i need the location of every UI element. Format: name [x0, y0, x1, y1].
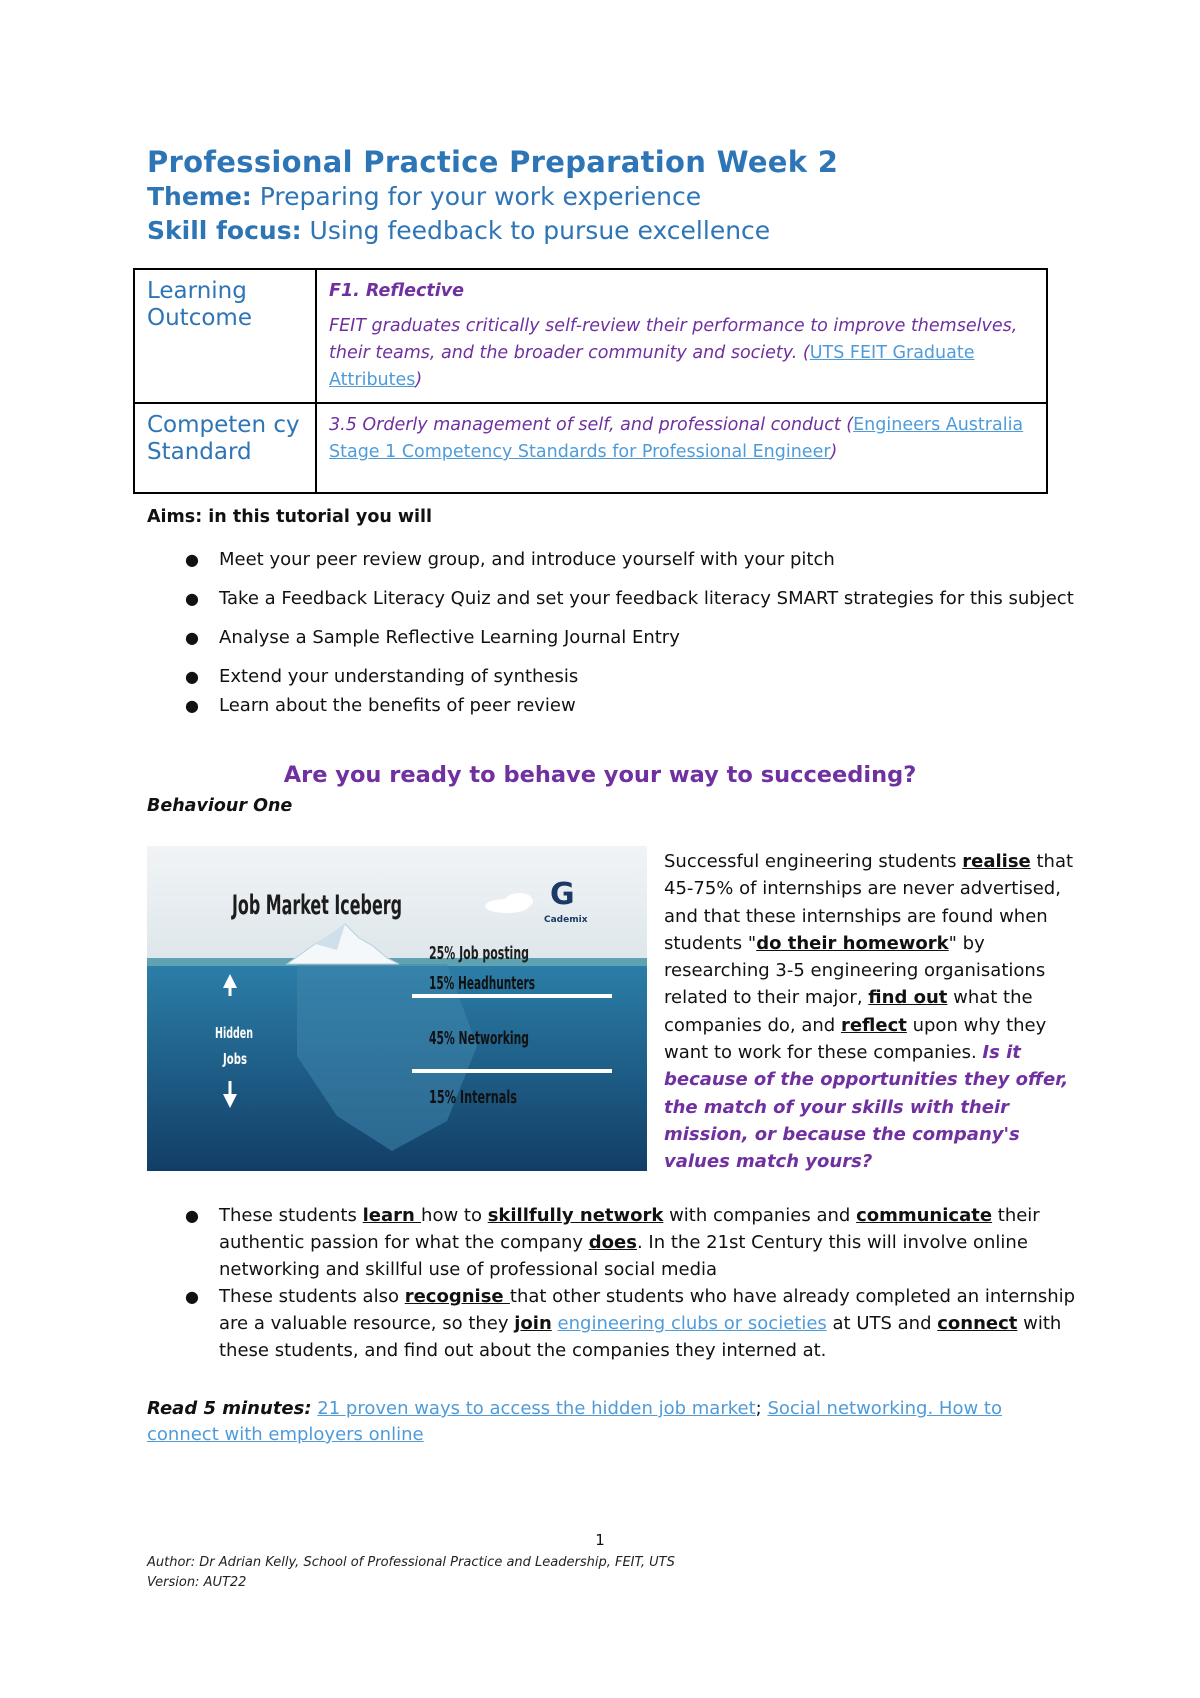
- social-networking-link[interactable]: Social networking. How to connect with employers online: [147, 1398, 1002, 1445]
- bullet-icon: ●: [185, 1287, 199, 1306]
- theme-value: Preparing for your work experience: [259, 182, 702, 211]
- hidden-jobs-label: Hidden: [215, 1024, 253, 1042]
- brand-name: Cademix: [544, 915, 588, 925]
- bullet-icon: ●: [185, 667, 199, 686]
- skill-focus-label: Skill focus:: [147, 216, 302, 245]
- reading-label: Read 5 minutes:: [147, 1398, 312, 1419]
- iceberg-title: Job Market Iceberg: [230, 890, 402, 921]
- list-item: ● Learn about the benefits of peer review: [147, 692, 1077, 719]
- learning-outcome-cell: [316, 269, 1047, 403]
- competency-standard-row: [134, 403, 1047, 493]
- behaviour-heading: Behaviour One: [147, 796, 293, 816]
- list-item: ● Extend your understanding of synthesis: [147, 663, 1077, 690]
- page-title: Professional Practice Preparation Week 2: [147, 145, 839, 179]
- iceberg-level: 15% Headhunters: [429, 973, 535, 994]
- skill-focus-value: Using feedback to pursue excellence: [309, 216, 771, 245]
- bullet-icon: ●: [185, 696, 199, 715]
- iceberg-description: Successful engineering students realise that 45-75% of internships are never advertised, and that these internships are found when students "do their homework" by researching 3-5 engineering organisations related to their major, find out what the companies do, and reflect upon why they want to work for these companies. Is it because of the opportunities they offer, the match of your skills with their mission, or because the company's values match yours?: [664, 851, 1074, 1173]
- outcome-code: F1. Reflective: [329, 281, 465, 301]
- list-item: ● Meet your peer review group, and introduce yourself with your pitch: [147, 546, 1077, 573]
- section-heading: Are you ready to behave your way to succeeding?: [283, 762, 917, 788]
- aims-heading: Aims: in this tutorial you will: [147, 507, 433, 527]
- outcomes-table: [133, 268, 1048, 494]
- competency-description: 3.5 Orderly management of self, and professional conduct (Engineers Australia Stage 1 Competency Standards for Professional Engineer): [329, 415, 1024, 462]
- bullet-icon: ●: [185, 1206, 199, 1225]
- theme-line: [147, 182, 701, 211]
- bullet-icon: ●: [185, 589, 199, 608]
- cademix-logo-icon: G: [550, 877, 575, 912]
- job-market-iceberg-image: [147, 846, 647, 1171]
- bullet-icon: ●: [185, 628, 199, 647]
- bullet-icon: ●: [185, 550, 199, 569]
- list-item: ● These students also recognise that other students who have already completed an internship are a valuable resource, so they join engineering clubs or societies at UTS and connect with these students, and find out about the companies they interned at.: [147, 1283, 1077, 1364]
- learning-outcome-row: [134, 269, 1047, 403]
- iceberg-level: 45% Networking: [429, 1028, 529, 1049]
- outcome-description: FEIT graduates critically self-review their performance to improve themselves, their teams, and the broader community and society. (UTS FEIT Graduate Attributes): [329, 316, 1018, 390]
- iceberg-level: 15% Internals: [429, 1087, 517, 1108]
- reading-line: Read 5 minutes: 21 proven ways to access the hidden job market; Social networking. How to connect with employers online: [147, 1398, 1002, 1445]
- graduate-attributes-link[interactable]: UTS FEIT Graduate Attributes: [329, 343, 975, 390]
- competency-standard-cell: [316, 403, 1047, 493]
- engineers-australia-link[interactable]: Engineers Australia Stage 1 Competency Standards for Professional Engineer: [329, 415, 1024, 462]
- iceberg-level: 25% Job posting: [429, 943, 529, 964]
- engineering-clubs-link[interactable]: engineering clubs or societies: [557, 1313, 827, 1334]
- list-item: ● Analyse a Sample Reflective Learning Journal Entry: [147, 624, 1077, 651]
- reflection-question: Is it because of the opportunities they offer, the match of your skills with their mission, or because the company's values match yours?: [664, 1042, 1069, 1173]
- aims-list: [147, 546, 1077, 719]
- competency-standard-label: Competen cy Standard: [134, 403, 316, 493]
- list-item: ● These students learn how to skillfully network with companies and communicate their authentic passion for what the company does. In the 21st Century this will involve online networking and skillful use of professional social media: [147, 1202, 1077, 1283]
- cloud-shape: [505, 893, 533, 909]
- hidden-jobs-label: Jobs: [222, 1050, 248, 1068]
- list-item: ● Take a Feedback Literacy Quiz and set your feedback literacy SMART strategies for this subject: [147, 585, 1077, 612]
- skill-focus-line: [147, 216, 770, 245]
- iceberg-illustration: [147, 846, 647, 1171]
- footer-version: Version: AUT22: [147, 1575, 247, 1590]
- students-list: [147, 1202, 1077, 1364]
- learning-outcome-label: Learning Outcome: [134, 269, 316, 403]
- hidden-job-market-link[interactable]: 21 proven ways to access the hidden job market: [317, 1398, 756, 1419]
- footer-author: Author: Dr Adrian Kelly, School of Professional Practice and Leadership, FEIT, UTS: [147, 1555, 675, 1570]
- page-number: 1: [595, 1531, 605, 1549]
- theme-label: Theme:: [147, 182, 252, 211]
